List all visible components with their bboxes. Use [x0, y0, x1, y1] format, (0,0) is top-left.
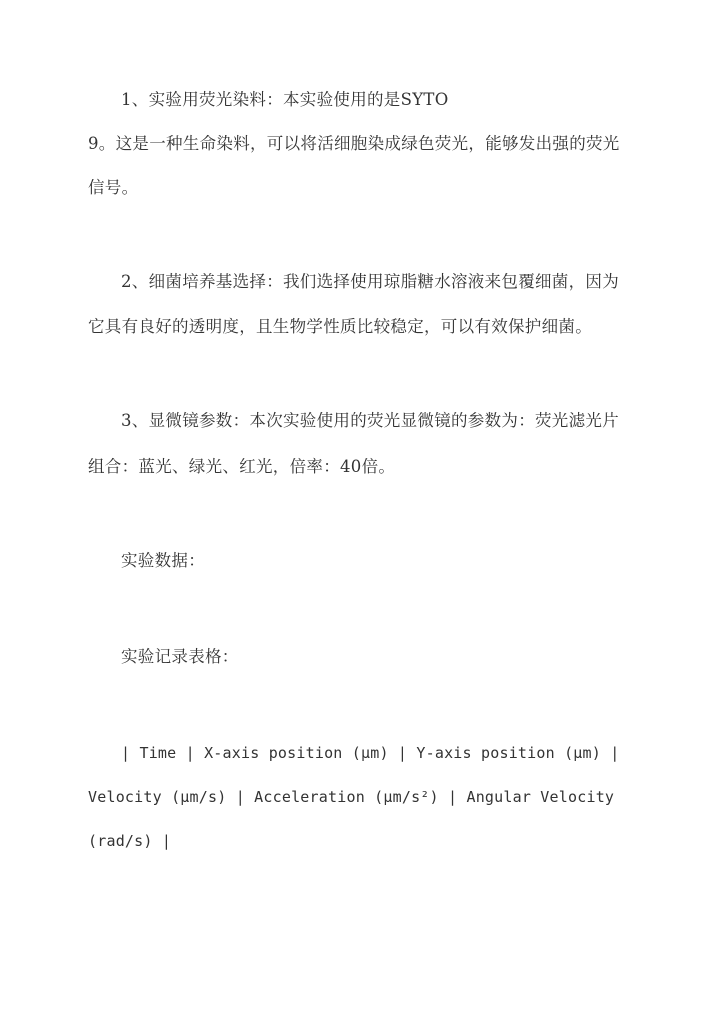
section2-line2: 它具有良好的透明度，且生物学性质比较稳定，可以有效保护细菌。	[88, 317, 592, 336]
section3-line1: 3、显微镜参数：本次实验使用的荧光显微镜的参数为：荧光滤光片	[121, 411, 619, 430]
section1-line3: 信号。	[88, 178, 139, 197]
table-header-line1: | Time | X-axis position (μm) | Y-axis position (μm) |	[121, 744, 620, 762]
table-header-line2: Velocity (μm/s) | Acceleration (μm/s²) | Angular Velocity	[88, 788, 615, 806]
data-heading: 实验数据：	[121, 551, 205, 570]
table-header-line3: (rad/s) |	[88, 832, 172, 850]
table-heading: 实验记录表格：	[121, 647, 239, 666]
section1-line2: 9。这是一种生命染料，可以将活细胞染成绿色荧光，能够发出强的荧光	[88, 134, 620, 153]
section1-line1: 1、实验用荧光染料：本实验使用的是SYTO	[121, 90, 449, 109]
section2-line1: 2、细菌培养基选择：我们选择使用琼脂糖水溶液来包覆细菌，因为	[121, 272, 619, 291]
section3-line2: 组合：蓝光、绿光、红光，倍率：40倍。	[88, 457, 396, 476]
